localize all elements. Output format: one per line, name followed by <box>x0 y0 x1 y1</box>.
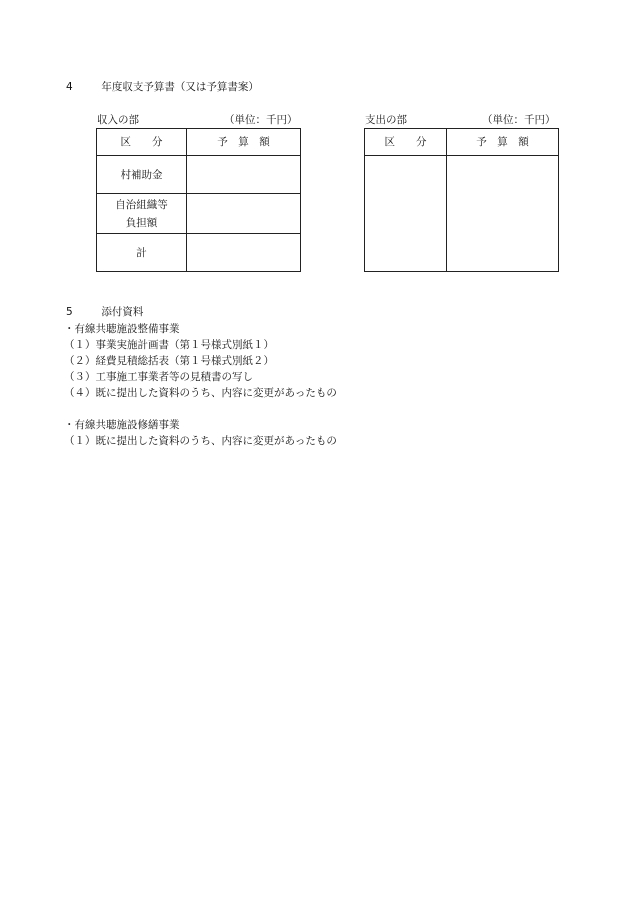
section-5-number: 5 <box>66 306 73 318</box>
list-item: （２）経費見積総括表（第１号様式別紙２） <box>64 355 274 367</box>
section-4-heading <box>66 79 259 94</box>
income-row-label: 村補助金 <box>97 156 187 194</box>
section-5-title: 添付資料 <box>101 306 144 318</box>
attachment-group-1-heading: ・有線共聴施設整備事業 <box>64 323 180 335</box>
expense-caption: 支出の部 <box>365 114 407 126</box>
expense-body-category <box>365 156 447 272</box>
expense-col-category: 区 分 <box>365 129 447 156</box>
income-col-category: 区 分 <box>97 129 187 156</box>
list-item: （１）事業実施計画書（第１号様式別紙１） <box>64 339 274 351</box>
section-5-heading <box>66 304 143 319</box>
list-item: （１）既に提出した資料のうち、内容に変更があったもの <box>64 435 337 447</box>
income-row-amount <box>187 156 301 194</box>
table-row <box>97 194 301 234</box>
income-col-budget: 予 算 額 <box>187 129 301 156</box>
income-unit: （単位：千円） <box>224 114 298 126</box>
section-4-title: 年度収支予算書（又は予算書案） <box>101 81 259 93</box>
income-row-amount <box>187 234 301 272</box>
table-row <box>97 156 301 194</box>
section-4-number: 4 <box>66 81 73 93</box>
expense-col-budget: 予 算 額 <box>447 129 559 156</box>
income-row-amount <box>187 194 301 234</box>
income-row-label: 自治組織等 負担額 <box>97 194 187 234</box>
list-item: （４）既に提出した資料のうち、内容に変更があったもの <box>64 387 337 399</box>
table-row <box>365 156 559 272</box>
expense-table <box>364 128 559 272</box>
attachment-group-2-heading: ・有線共聴施設修繕事業 <box>64 419 180 431</box>
expense-header-row <box>365 129 559 156</box>
income-table <box>96 128 301 272</box>
income-row-label: 計 <box>97 234 187 272</box>
list-item: （３）工事施工事業者等の見積書の写し <box>64 371 253 383</box>
table-row <box>97 234 301 272</box>
income-caption: 収入の部 <box>97 114 139 126</box>
income-header-row <box>97 129 301 156</box>
expense-body-budget <box>447 156 559 272</box>
expense-unit: （単位：千円） <box>482 114 556 126</box>
